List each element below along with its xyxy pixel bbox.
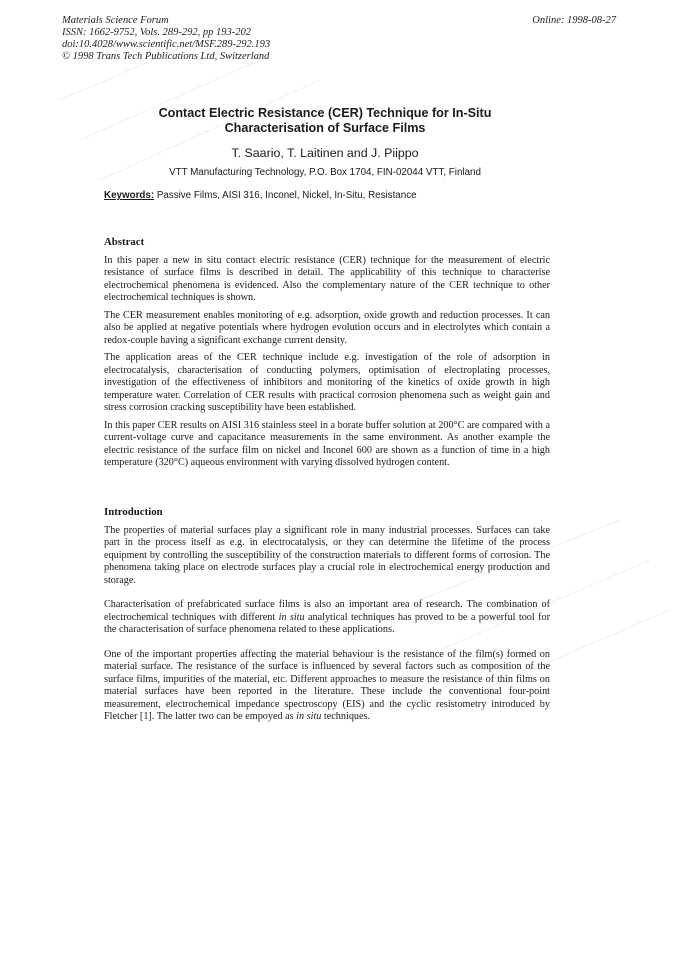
title-line-1: Contact Electric Resistance (CER) Technique for In-Situ — [158, 106, 492, 120]
abstract-paragraph-3: The application areas of the CER technique include e.g. investigation of the role of adsorption in electrocatalysis, characterisation of conducting polymers, optimisation of electroplating processes, investigation of the effectiveness of inhibitors and monitoring of the kinetics of oxide growth in high temperature water. Correlation of CER results with practical corrosion phenomena such as weight gain and stress corrosion cracking susceptibility have been established. — [104, 352, 550, 413]
issn-line: ISSN: 1662-9752, Vols. 289-292, pp 193-202 — [62, 27, 251, 38]
abstract-paragraph-4: In this paper CER results on AISI 316 stainless steel in a borate buffer solution at 200°C are compared with a current-voltage curve and capacitance measurements in the same environment. As another example the electric resistance of the surface film on nickel and Inconel 600 are shown as a function of time in a high temperature (320°C) aqueous environment with varying dissolved hydrogen content. — [104, 419, 550, 468]
keywords — [104, 190, 417, 201]
abstract-paragraph-2: The CER measurement enables monitoring of e.g. adsorption, oxide growth and reduction processes. It can also be applied at negative potentials where hydrogen evolution occurs and in electrolytes which contain a redox-couple having a significant exchange current density. — [104, 309, 550, 346]
keywords-label: Keywords: — [104, 190, 155, 201]
affiliation: VTT Manufacturing Technology, P.O. Box 1704, FIN-02044 VTT, Finland — [169, 167, 481, 178]
journal-name: Materials Science Forum — [62, 15, 169, 26]
keywords-list: Passive Films, AISI 316, Inconel, Nickel, In-Situ, Resistance — [156, 190, 417, 201]
intro-p3-italic: in situ — [296, 711, 322, 722]
abstract-heading: Abstract — [104, 236, 145, 248]
abstract-paragraph-1: In this paper a new in situ contact electric resistance (CER) technique for the measurement of electric resistance of surface films is described in detail. The applicability of this technique to characterise electrochemical phenomena is evidenced. Also the complementary nature of the CER technique to other electrochemical techniques is shown. — [104, 254, 550, 303]
online-date: Online: 1998-08-27 — [532, 15, 616, 26]
paper-title — [100, 106, 550, 136]
intro-p3-text-a: One of the important properties affecting the material behaviour is the resistance of the film(s) formed on material surface. The resistance of the surface is influenced by several factors such as composition of the surface films, impurities of the material, etc. Different approaches to measure the resistance of thin films on material surfaces have been reported in the literature. These include the conventional four-point measurement, electrochemical impedance spectroscopy (EIS) and the cyclic resistometry introduced by Fletcher [1]. The latter two can be empoyed as — [104, 648, 550, 722]
authors: T. Saario, T. Laitinen and J. Piippo — [231, 146, 419, 160]
intro-p3-text-b: techniques. — [321, 711, 371, 722]
abstract-section — [104, 236, 550, 475]
title-line-2: Characterisation of Surface Films — [224, 121, 426, 135]
journal-header — [62, 15, 270, 63]
intro-p2-text-b: analytical techniques has proved to be a powerful tool for the characterisation of surface phenomena related to these applications. — [104, 611, 550, 635]
introduction-heading: Introduction — [104, 506, 163, 518]
intro-paragraph-1: The properties of material surfaces play a significant role in many industrial processes. Surfaces can take part in the process itself as e.g. in electrocatalysis, or they can determine the lifetime of the process equipment by controlling the susceptibility of the construction materials to different forms of corrosion. The phenomena taking place on electrode surfaces play a crucial role in electrochemical energy production and storage. — [104, 524, 550, 586]
introduction-section — [104, 506, 550, 736]
intro-paragraph-2 — [104, 599, 550, 637]
copyright-line: © 1998 Trans Tech Publications Ltd, Switzerland — [62, 51, 270, 62]
doi-link[interactable]: doi:10.4028/www.scientific.net/MSF.289-292.193 — [62, 39, 271, 50]
intro-p2-text-a: Characterisation of prefabricated surface films is also an important area of research. The combination of electrochemical techniques with different — [104, 599, 550, 623]
intro-p2-italic: in situ — [278, 611, 305, 623]
intro-paragraph-3 — [104, 649, 550, 724]
